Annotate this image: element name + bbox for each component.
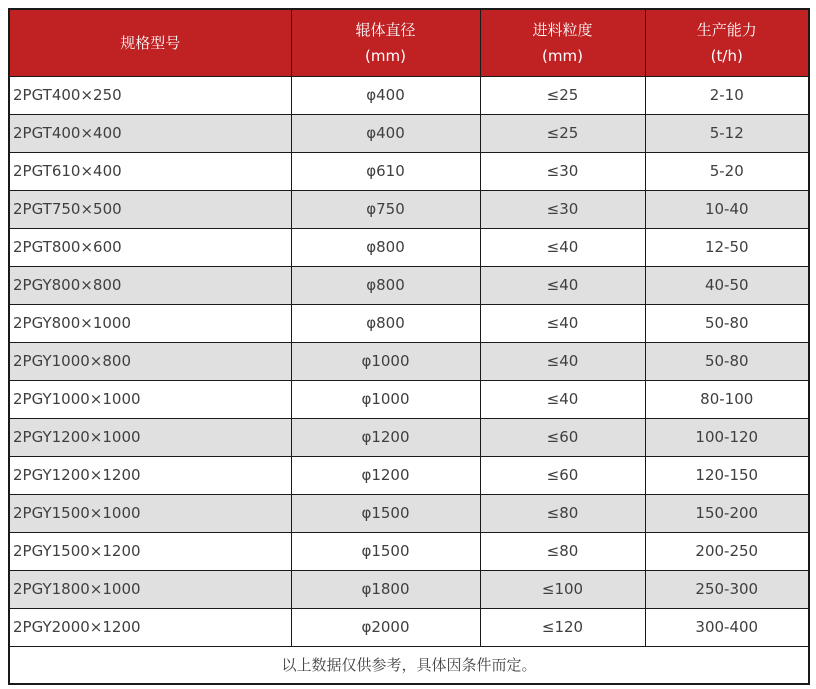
col-header-roller-diameter-title: 辊体直径 [355, 20, 416, 39]
roller-diameter-cell: φ800 [291, 304, 480, 342]
feed-size-cell: ≤80 [480, 532, 645, 570]
feed-size-cell: ≤40 [480, 380, 645, 418]
table-body [9, 76, 809, 646]
table-row [9, 418, 809, 456]
model-cell: 2PGY2000×1200 [9, 608, 291, 646]
header-row [9, 9, 809, 76]
capacity-cell: 2-10 [645, 76, 809, 114]
table-row [9, 228, 809, 266]
table-row [9, 304, 809, 342]
model-cell: 2PGY1000×1000 [9, 380, 291, 418]
roller-diameter-cell: φ1000 [291, 380, 480, 418]
table-row [9, 152, 809, 190]
model-cell: 2PGT400×400 [9, 114, 291, 152]
table-row [9, 190, 809, 228]
capacity-cell: 150-200 [645, 494, 809, 532]
capacity-cell: 10-40 [645, 190, 809, 228]
feed-size-cell: ≤40 [480, 304, 645, 342]
col-header-feed-size-title: 进料粒度 [532, 20, 593, 39]
capacity-cell: 40-50 [645, 266, 809, 304]
model-cell: 2PGT800×600 [9, 228, 291, 266]
table-row [9, 380, 809, 418]
feed-size-cell: ≤25 [480, 76, 645, 114]
capacity-cell: 300-400 [645, 608, 809, 646]
model-cell: 2PGY1200×1200 [9, 456, 291, 494]
capacity-cell: 100-120 [645, 418, 809, 456]
table-row [9, 266, 809, 304]
roller-diameter-cell: φ400 [291, 114, 480, 152]
table-row [9, 114, 809, 152]
capacity-cell: 250-300 [645, 570, 809, 608]
roller-diameter-cell: φ1800 [291, 570, 480, 608]
col-header-feed-size [480, 9, 645, 76]
roller-diameter-cell: φ1200 [291, 418, 480, 456]
roller-diameter-cell: φ1500 [291, 494, 480, 532]
model-cell: 2PGY1200×1000 [9, 418, 291, 456]
capacity-cell: 50-80 [645, 304, 809, 342]
model-cell: 2PGY1000×800 [9, 342, 291, 380]
col-header-capacity-unit: (t/h) [710, 46, 743, 65]
col-header-roller-diameter-unit: (mm) [365, 46, 406, 65]
roller-diameter-cell: φ1500 [291, 532, 480, 570]
roller-diameter-cell: φ610 [291, 152, 480, 190]
feed-size-cell: ≤40 [480, 228, 645, 266]
table-footnote: 以上数据仅供参考，具体因条件而定。 [9, 646, 809, 684]
capacity-cell: 5-12 [645, 114, 809, 152]
table-row [9, 76, 809, 114]
roller-diameter-cell: φ400 [291, 76, 480, 114]
table-row [9, 608, 809, 646]
feed-size-cell: ≤80 [480, 494, 645, 532]
model-cell: 2PGY1500×1000 [9, 494, 291, 532]
capacity-cell: 5-20 [645, 152, 809, 190]
feed-size-cell: ≤40 [480, 266, 645, 304]
col-header-capacity [645, 9, 809, 76]
table-row [9, 494, 809, 532]
model-cell: 2PGT750×500 [9, 190, 291, 228]
capacity-cell: 50-80 [645, 342, 809, 380]
col-header-model-title: 规格型号 [120, 33, 181, 52]
spec-table [8, 8, 810, 685]
feed-size-cell: ≤60 [480, 418, 645, 456]
model-cell: 2PGT610×400 [9, 152, 291, 190]
model-cell: 2PGY1800×1000 [9, 570, 291, 608]
model-cell: 2PGY1500×1200 [9, 532, 291, 570]
capacity-cell: 200-250 [645, 532, 809, 570]
table-row [9, 456, 809, 494]
capacity-cell: 12-50 [645, 228, 809, 266]
feed-size-cell: ≤60 [480, 456, 645, 494]
roller-diameter-cell: φ800 [291, 266, 480, 304]
table-row [9, 570, 809, 608]
feed-size-cell: ≤25 [480, 114, 645, 152]
table-row [9, 532, 809, 570]
footnote-row [9, 646, 809, 684]
feed-size-cell: ≤40 [480, 342, 645, 380]
col-header-model [9, 9, 291, 76]
roller-diameter-cell: φ800 [291, 228, 480, 266]
roller-diameter-cell: φ2000 [291, 608, 480, 646]
model-cell: 2PGY800×800 [9, 266, 291, 304]
roller-diameter-cell: φ750 [291, 190, 480, 228]
roller-diameter-cell: φ1000 [291, 342, 480, 380]
capacity-cell: 120-150 [645, 456, 809, 494]
feed-size-cell: ≤30 [480, 152, 645, 190]
table-row [9, 342, 809, 380]
roller-diameter-cell: φ1200 [291, 456, 480, 494]
col-header-capacity-title: 生产能力 [696, 20, 757, 39]
feed-size-cell: ≤100 [480, 570, 645, 608]
capacity-cell: 80-100 [645, 380, 809, 418]
model-cell: 2PGT400×250 [9, 76, 291, 114]
feed-size-cell: ≤30 [480, 190, 645, 228]
col-header-feed-size-unit: (mm) [542, 46, 583, 65]
col-header-roller-diameter [291, 9, 480, 76]
feed-size-cell: ≤120 [480, 608, 645, 646]
model-cell: 2PGY800×1000 [9, 304, 291, 342]
